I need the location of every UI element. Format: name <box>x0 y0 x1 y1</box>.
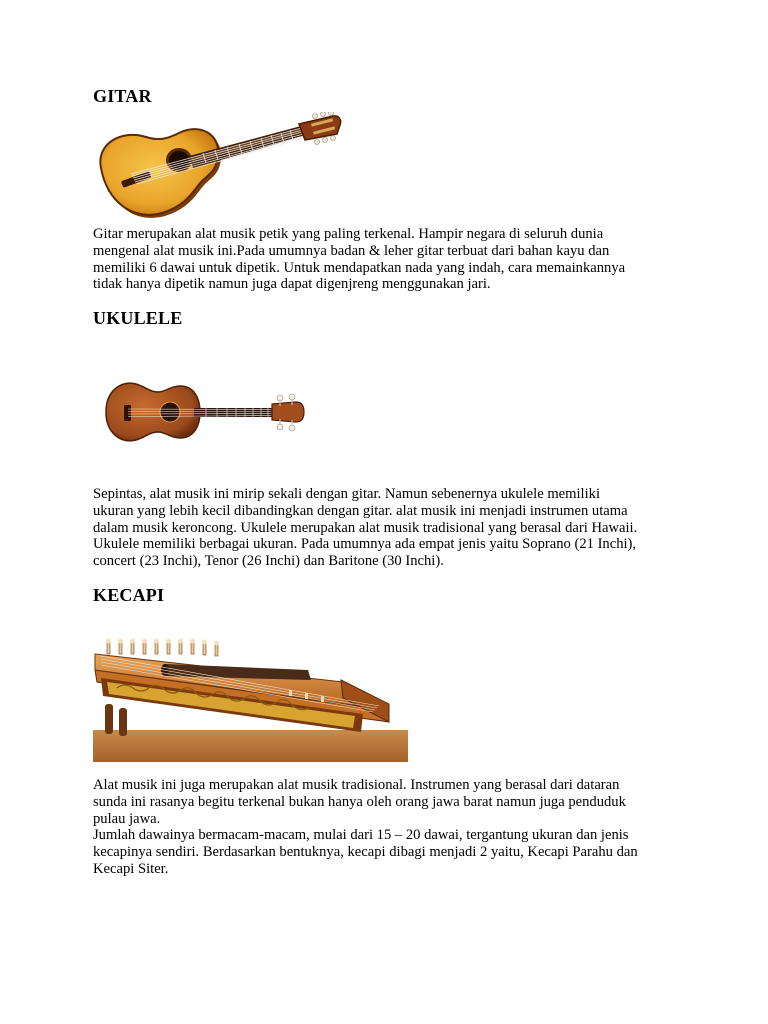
paragraph-line: dalam musik keroncong. Ukulele merupakan alat musik tradisional yang berasal dari Hawaii. <box>93 519 638 536</box>
paragraph-line: Kecapi Siter. <box>93 860 169 877</box>
paragraph-line: sunda ini rasanya begitu terkenal bukan hanya oleh orang jawa barat namun juga penduduk <box>93 793 626 810</box>
paragraph-line: Jumlah dawainya bermacam-macam, mulai dari 15 – 20 dawai, tergantung ukuran dan jenis <box>93 827 629 844</box>
ukulele-image <box>100 372 308 452</box>
paragraph-line: tidak hanya dipetik namun juga dapat digenjreng menggunakan jari. <box>93 276 491 293</box>
paragraph-kecapi <box>93 777 683 878</box>
paragraph-line: Ukulele memiliki berbagai ukuran. Pada umumnya ada empat jenis yaitu Soprano (21 Inchi), <box>93 536 637 553</box>
paragraph-line: mengenal alat musik ini.Pada umumnya badan & leher gitar terbuat dari bahan kayu dan <box>93 242 610 259</box>
paragraph-line: Sepintas, alat musik ini mirip sekali dengan gitar. Namun sebenernya ukulele memiliki <box>93 486 601 502</box>
paragraph-line: Alat musik ini juga merupakan alat musik tradisional. Instrumen yang berasal dari dataran <box>93 777 620 793</box>
paragraph-line: ukuran yang lebih kecil dibandingkan dengan gitar. alat musik ini menjadi instrumen utama <box>93 502 628 519</box>
heading-gitar: GITAR <box>93 86 152 106</box>
paragraph-line: concert (23 Inchi), Tenor (26 Inchi) dan Baritone (30 Inchi). <box>93 553 444 570</box>
heading-kecapi: KECAPI <box>93 585 165 605</box>
paragraph-line: Gitar merupakan alat musik petik yang paling terkenal. Hampir negara di seluruh dunia <box>93 226 604 242</box>
paragraph-line: kecapinya sendiri. Berdasarkan bentuknya, kecapi dibagi menjadi 2 yaitu, Kecapi Parahu dan <box>93 844 638 861</box>
paragraph-line: pulau jawa. <box>93 810 161 827</box>
paragraph-ukulele <box>93 486 683 570</box>
kecapi-image <box>93 612 408 762</box>
guitar-image <box>93 112 343 224</box>
heading-ukulele: UKULELE <box>93 308 183 328</box>
paragraph-gitar <box>93 226 683 293</box>
paragraph-line: memiliki 6 dawai untuk dipetik. Untuk mendapatkan nada yang indah, cara memainkannya <box>93 259 626 276</box>
